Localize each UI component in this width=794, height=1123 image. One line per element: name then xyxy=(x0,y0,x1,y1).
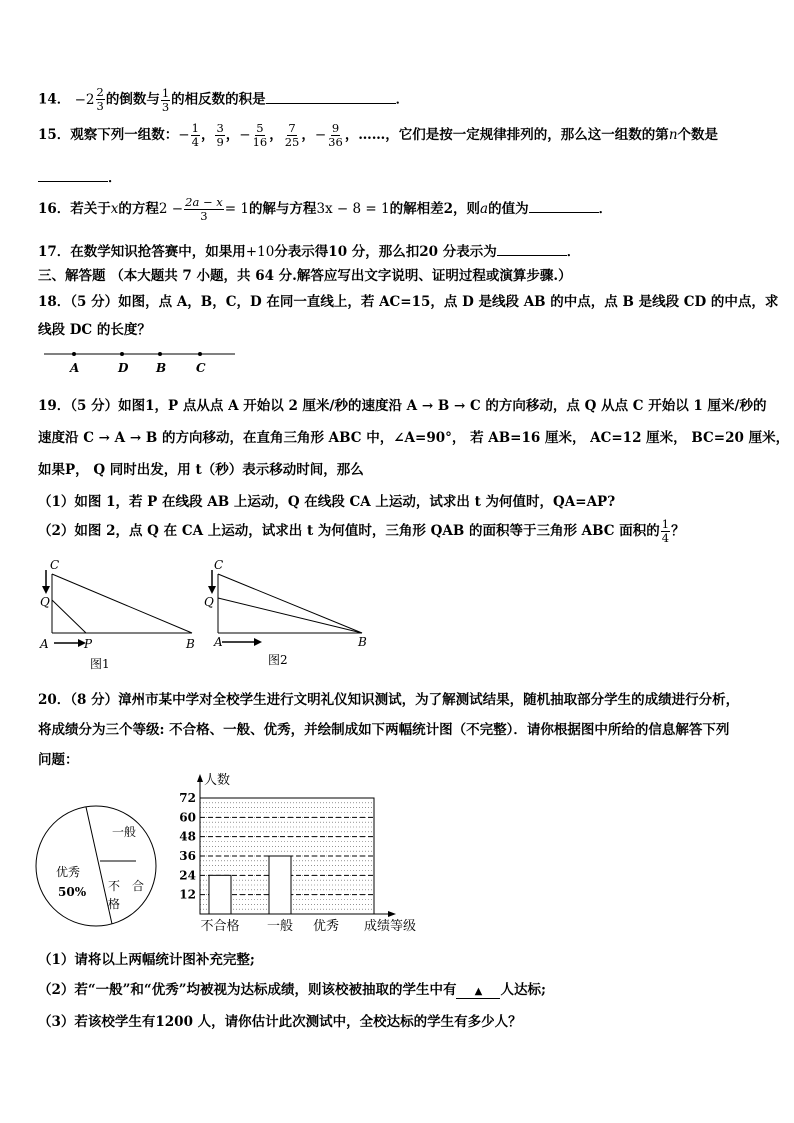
question-17: 17．在数学知识抢答赛中，如果用+10分表示得10 分，那么扣20 分表示为 ． xyxy=(38,244,581,260)
pie-chart xyxy=(34,796,164,940)
question-20-sub3: （3）若该校学生有1200 人，请你估计此次测试中，全校达标的学生有多少人？ xyxy=(38,1014,522,1030)
pie-label-general: 一般 xyxy=(112,825,137,839)
figure-caption: 图1 xyxy=(90,657,110,671)
label-Q: Q xyxy=(40,595,50,609)
sequence-term xyxy=(283,121,302,149)
sequence-term: − $\frac{5}{16}$ xyxy=(239,121,268,149)
label-B: B xyxy=(156,361,167,375)
question-18-line2: 线段 DC 的长度？ xyxy=(38,322,151,338)
x-axis-arrow xyxy=(388,911,396,917)
label-D: D xyxy=(118,361,129,375)
x-axis-label: 成绩等级 xyxy=(363,919,417,934)
segment-figure xyxy=(40,344,240,376)
fraction: $\frac{7}{25}$ xyxy=(284,121,300,149)
fraction: $\frac{9}{36}$ xyxy=(328,121,343,149)
label-A: A xyxy=(40,637,49,651)
question-16: 16．若关于x的方程2 − $\frac{2a - x}{3}$ = 1的解与方程3x − 8 = 1的解相差2，则a的值为 ． xyxy=(38,195,613,223)
x-tick-label: 优秀 xyxy=(312,919,340,934)
answer-blank[interactable]: ▲ xyxy=(456,982,500,999)
y-tick-label: 72 xyxy=(179,791,196,805)
separator: ， xyxy=(301,127,315,143)
y-tick-label: 60 xyxy=(179,810,196,825)
y-tick-label: 36 xyxy=(179,849,196,863)
fraction: $\frac{1}{4}$ xyxy=(191,121,199,149)
pie-label-excellent-pct: 50% xyxy=(58,885,87,899)
question-14: 14． −2 $\frac{2}{3}$ 的倒数与 $\frac{1}{3}$ 的相反数的积是 ． xyxy=(38,85,410,114)
question-19-line3: 如果P， Q 同时出发，用 t（秒）表示移动时间，那么 xyxy=(38,462,364,478)
fraction-sequence xyxy=(178,121,345,149)
label-C: C xyxy=(196,361,206,375)
pie-label-fail: 合 xyxy=(132,879,145,893)
label-Q: Q xyxy=(204,595,214,609)
figure-caption: 图2 xyxy=(268,653,288,667)
answer-blank[interactable] xyxy=(38,181,108,182)
section-heading: 三、解答题 （本大题共 7 小题，共 64 分.解答应写出文字说明、证明过程或演算步骤.） xyxy=(38,268,572,284)
question-19-line2: 速度沿 C → A → B 的方向移动，在直角三角形 ABC 中，∠A=90°， 若 AB=16 厘米， AC=12 厘米， BC=20 厘米， xyxy=(38,430,790,446)
separator: ， xyxy=(225,127,240,143)
pie-label-fail: 不 xyxy=(108,879,121,893)
question-15-blank-line: ． xyxy=(38,166,122,186)
bar-chart xyxy=(168,770,428,940)
separator: ， xyxy=(269,127,283,143)
question-20-line2: 将成绩分为三个等级: 不合格、一般、优秀，并绘制成如下两幅统计图（不完整）．请你根据图中所给的信息解答下列 xyxy=(38,722,730,738)
answer-blank[interactable] xyxy=(497,255,567,256)
question-20-sub1: （1）请将以上两幅统计图补充完整; xyxy=(38,952,255,968)
question-18-line1: 18．（5 分）如图，点 A，B，C，D 在同一直线上，若 AC=15，点 D 是线段 AB 的中点，点 B 是线段 CD 的中点，求 xyxy=(38,294,779,310)
question-20-line3: 问题： xyxy=(38,752,79,768)
y-tick-label: 48 xyxy=(179,829,196,844)
label-C: C xyxy=(214,558,224,572)
mixed-number: −2 $\frac{2}{3}$ xyxy=(74,85,104,113)
fraction: $\frac{2}{3}$ xyxy=(96,85,104,113)
label-B: B xyxy=(358,635,367,649)
label-B: B xyxy=(186,637,195,651)
answer-blank[interactable] xyxy=(529,212,599,213)
fraction: $\frac{2a - x}{3}$ xyxy=(185,195,223,223)
label-P: P xyxy=(84,637,93,651)
y-axis-arrow xyxy=(197,774,203,782)
bar-1 xyxy=(269,856,291,914)
x-tick-label: 不合格 xyxy=(200,919,240,934)
question-20-line1: 20．（8 分）漳州市某中学对全校学生进行文明礼仪知识测试，为了解测试结果，随机抽取部分学生的成绩进行分析， xyxy=(38,692,740,708)
x-tick-label: 一般 xyxy=(266,919,294,934)
y-tick-label: 12 xyxy=(179,887,196,902)
fraction: $\frac{1}{4}$ xyxy=(661,517,670,545)
question-20-sub2: （2）若“一般”和“优秀”均被视为达标成绩，则该校被抽取的学生中有 ▲ 人达标; xyxy=(38,982,546,998)
sequence-term xyxy=(214,121,225,149)
sequence-term: − $\frac{9}{36}$ xyxy=(314,121,343,149)
answer-blank[interactable] xyxy=(266,103,396,104)
question-15: 15．观察下列一组数：− $\frac{1}{4}$ ， $\frac{3}{9}$ ，− $\frac{5}{16}$ ， $\frac{7}{25}$ ，− $\frac{9}{36}$ ，……，它们是按一定规律排列的，那么这一组数的第n个数是 xyxy=(38,121,719,149)
question-19-sub2: （2）如图 2，点 Q 在 CA 上运动，试求出 t 为何值时，三角形 QAB 的面积等于三角形 ABC 面积的 $\frac{1}{4}$ ？ xyxy=(38,517,685,545)
label-C: C xyxy=(50,558,60,572)
triangle-figure-1 xyxy=(36,556,206,674)
triangle-figure-2 xyxy=(200,556,380,674)
bar-0 xyxy=(209,875,231,914)
pie-label-fail: 格 xyxy=(108,897,121,911)
pie-label-excellent: 优秀 xyxy=(56,865,81,879)
question-19-line1: 19．（5 分）如图1，P 点从点 A 开始以 2 厘米/秒的速度沿 A → B → C 的方向移动，点 Q 从点 C 开始以 1 厘米/秒的 xyxy=(38,398,767,414)
label-A: A xyxy=(70,361,80,375)
fraction: $\frac{5}{16}$ xyxy=(252,121,268,149)
y-tick-label: 24 xyxy=(179,868,196,883)
separator: ， xyxy=(200,127,215,143)
label-A: A xyxy=(214,635,223,649)
question-19-sub1: （1）如图 1，若 P 在线段 AB 上运动，Q 在线段 CA 上运动，试求出 t 为何值时，QA=AP? xyxy=(38,494,616,510)
sequence-term: − $\frac{1}{4}$ xyxy=(178,121,199,149)
fraction: $\frac{3}{9}$ xyxy=(216,121,224,149)
y-axis-label: 人数 xyxy=(204,773,231,788)
fraction: $\frac{1}{3}$ xyxy=(161,85,170,114)
